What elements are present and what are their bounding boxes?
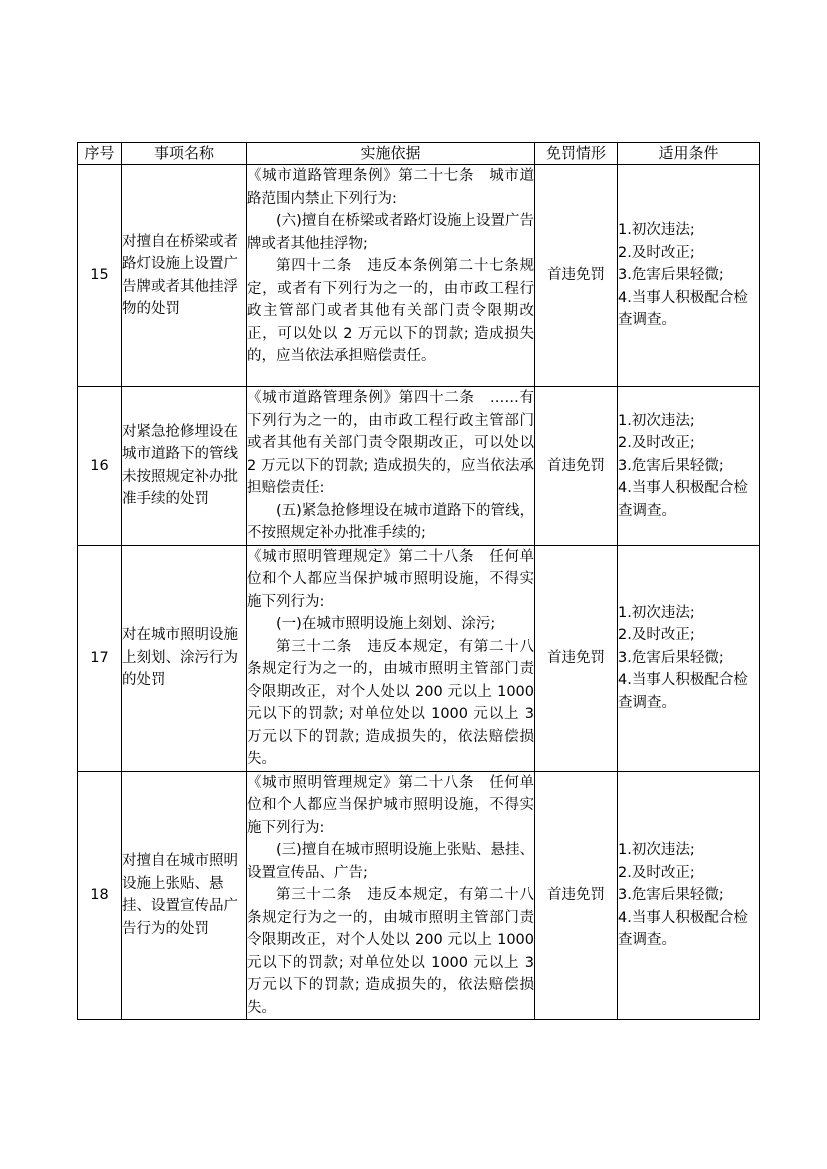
header-item-name: 事项名称 (122, 143, 247, 165)
legal-basis (247, 165, 535, 387)
item-name: 对擅自在城市照明设施上张贴、悬挂、设置宣传品广告行为的处罚 (122, 771, 247, 1020)
row-number: 15 (78, 165, 122, 387)
basis-paragraph: 第三十二条 违反本规定，有第二十八条规定行为之一的，由城市照明主管部门责令限期改正，对个人处以 200 元以上 1000 元以下的罚款; 对单位处以 1000 元以上 3 万元以下的罚款; 造成损失的，依法赔偿损失。 (247, 887, 534, 1016)
condition-item: 4.当事人积极配合检查调查。 (618, 909, 748, 948)
basis-paragraph: 《城市道路管理条例》第二十七条 城市道路范围内禁止下列行为: (247, 168, 534, 207)
condition-item: 4.当事人积极配合检查调查。 (618, 480, 748, 519)
item-name: 对紧急抢修埋设在城市道路下的管线未按照规定补办批准手续的处罚 (122, 387, 247, 546)
basis-paragraph: (三)擅自在城市照明设施上张贴、悬挂、设置宣传品、广告; (247, 842, 534, 881)
condition-item: 1.初次违法; (618, 412, 695, 429)
condition-item: 1.初次违法; (618, 604, 695, 621)
condition-item: 1.初次违法; (618, 842, 695, 858)
basis-paragraph: (六)擅自在桥梁或者路灯设施上设置广告牌或者其他挂浮物; (247, 213, 534, 252)
basis-paragraph: (一)在城市照明设施上刻划、涂污; (276, 616, 496, 632)
legal-basis (247, 771, 535, 1020)
conditions (618, 387, 760, 546)
basis-paragraph: (五)紧急抢修埋设在城市道路下的管线，不按照规定补办批准手续的; (247, 502, 534, 541)
basis-paragraph: 《城市道路管理条例》第四十二条 ……有下列行为之一的，由市政工程行政主管部门或者其他有关部门责令限期改正，可以处以 2 万元以下的罚款; 造成损失的，应当依法承担赔偿责任: (247, 390, 534, 496)
header-basis: 实施依据 (247, 143, 535, 165)
table-row (78, 771, 760, 1020)
table-row (78, 165, 760, 387)
condition-item: 4.当事人积极配合检查调查。 (618, 289, 748, 329)
row-number: 16 (78, 387, 122, 546)
condition-item: 3.危害后果轻微; (618, 457, 724, 474)
item-name: 对擅自在桥梁或者路灯设施上设置广告牌或者其他挂浮物的处罚 (122, 165, 247, 387)
legal-basis (247, 387, 535, 546)
conditions (618, 771, 760, 1020)
exemption-type: 首违免罚 (535, 387, 618, 546)
exemption-type: 首违免罚 (535, 165, 618, 387)
exemption-type: 首违免罚 (535, 545, 618, 771)
exemption-type: 首违免罚 (535, 771, 618, 1020)
condition-item: 1.初次违法; (618, 222, 695, 239)
header-conditions: 适用条件 (618, 143, 760, 165)
row-number: 17 (78, 545, 122, 771)
basis-paragraph: 《城市照明管理规定》第二十八条 任何单位和个人都应当保护城市照明设施，不得实施下列行为: (247, 774, 534, 836)
item-name: 对在城市照明设施上刻划、涂污行为的处罚 (122, 545, 247, 771)
condition-item: 3.危害后果轻微; (618, 649, 724, 666)
condition-item: 2.及时改正; (618, 627, 695, 644)
conditions (618, 545, 760, 771)
condition-item: 2.及时改正; (618, 435, 695, 451)
condition-item: 2.及时改正; (618, 864, 695, 881)
header-exemption: 免罚情形 (535, 143, 618, 165)
condition-item: 4.当事人积极配合检查调查。 (618, 672, 748, 711)
penalty-exemption-table (77, 142, 760, 1020)
condition-item: 3.危害后果轻微; (618, 887, 724, 903)
header-no: 序号 (78, 143, 122, 165)
header-row (78, 143, 760, 165)
table-row (78, 545, 760, 771)
row-number: 18 (78, 771, 122, 1020)
basis-paragraph: 《城市照明管理规定》第二十八条 任何单位和个人都应当保护城市照明设施，不得实施下列行为: (247, 548, 534, 610)
conditions (618, 165, 760, 387)
basis-paragraph: 第四十二条 违反本条例第二十七条规定，或者有下列行为之一的，由市政工程行政主管部门或者其他有关部门责令限期改正，可以处以 2 万元以下的罚款; 造成损失的，应当依法承担赔偿责任。 (247, 258, 534, 364)
condition-item: 3.危害后果轻微; (618, 267, 724, 284)
condition-item: 2.及时改正; (618, 244, 695, 261)
legal-basis (247, 545, 535, 771)
basis-paragraph: 第三十二条 违反本规定，有第二十八条规定行为之一的，由城市照明主管部门责令限期改正，对个人处以 200 元以上 1000 元以下的罚款; 对单位处以 1000 元以上 3 万元以下的罚款; 造成损失的，依法赔偿损失。 (247, 638, 534, 767)
table-row (78, 387, 760, 546)
